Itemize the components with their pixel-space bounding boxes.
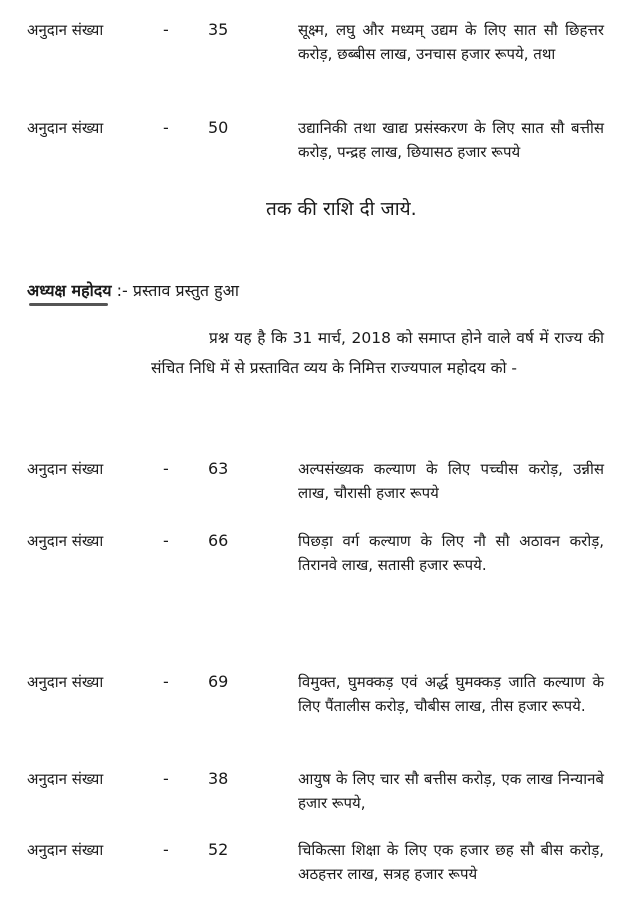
grant-number: 69	[208, 672, 229, 691]
question-text: प्रश्न यह है कि 31 मार्च, 2018 को समाप्त होने वाले वर्ष में राज्य की संचित निधि में से प्रस्तावित व्यय के निमित्त राज्यपाल महोदय को -	[151, 329, 604, 377]
speaker-remark-line	[27, 279, 239, 303]
closing-line: तक की राशि दी जाये.	[266, 198, 417, 220]
grant-dash: -	[163, 20, 169, 39]
speaker-remark: प्रस्ताव प्रस्तुत हुआ	[132, 281, 239, 300]
grant-dash: -	[163, 672, 169, 691]
grant-label: अनुदान संख्या	[27, 119, 104, 137]
grant-dash: -	[163, 531, 169, 550]
grant-label: अनुदान संख्या	[27, 841, 104, 859]
grant-label: अनुदान संख्या	[27, 532, 104, 550]
grant-description: विमुक्त, घुमक्कड़ एवं अर्द्ध घुमक्कड़ जाति कल्याण के लिए पैंतालीस करोड़, चौबीस लाख, तीस हजार रूपये.	[298, 673, 604, 715]
grant-number: 35	[208, 20, 229, 39]
grant-dash: -	[163, 118, 169, 137]
grant-description: अल्पसंख्यक कल्याण के लिए पच्चीस करोड़, उन्नीस लाख, चौरासी हजार रूपये	[298, 460, 604, 502]
grant-label: अनुदान संख्या	[27, 460, 104, 478]
grant-number: 66	[208, 531, 229, 550]
grant-dash: -	[163, 459, 169, 478]
grant-number: 38	[208, 769, 229, 788]
grant-number: 50	[208, 118, 229, 137]
question-paragraph	[151, 323, 604, 383]
speaker-separator: :-	[116, 281, 128, 300]
speaker-name: अध्यक्ष महोदय	[27, 279, 112, 303]
grant-description: चिकित्सा शिक्षा के लिए एक हजार छह सौ बीस करोड़, अठहत्तर लाख, सत्रह हजार रूपये	[298, 841, 604, 883]
grant-label: अनुदान संख्या	[27, 770, 104, 788]
grant-label: अनुदान संख्या	[27, 21, 104, 39]
grant-number: 52	[208, 840, 229, 859]
grant-description: सूक्ष्म, लघु और मध्यम् उद्यम के लिए सात सौ छिहत्तर करोड़, छब्बीस लाख, उनचास हजार रूपये, तथा	[298, 21, 604, 63]
grant-number: 63	[208, 459, 229, 478]
grant-description: आयुष के लिए चार सौ बत्तीस करोड़, एक लाख निन्यानबे हजार रूपये,	[298, 770, 604, 812]
grant-label: अनुदान संख्या	[27, 673, 104, 691]
grant-description: उद्यानिकी तथा खाद्य प्रसंस्करण के लिए सात सौ बत्तीस करोड़, पन्द्रह लाख, छियासठ हजार रूपये	[298, 119, 604, 161]
grant-dash: -	[163, 840, 169, 859]
grant-description: पिछड़ा वर्ग कल्याण के लिए नौ सौ अठावन करोड़, तिरानवे लाख, सतासी हजार रूपये.	[298, 532, 604, 574]
grant-dash: -	[163, 769, 169, 788]
